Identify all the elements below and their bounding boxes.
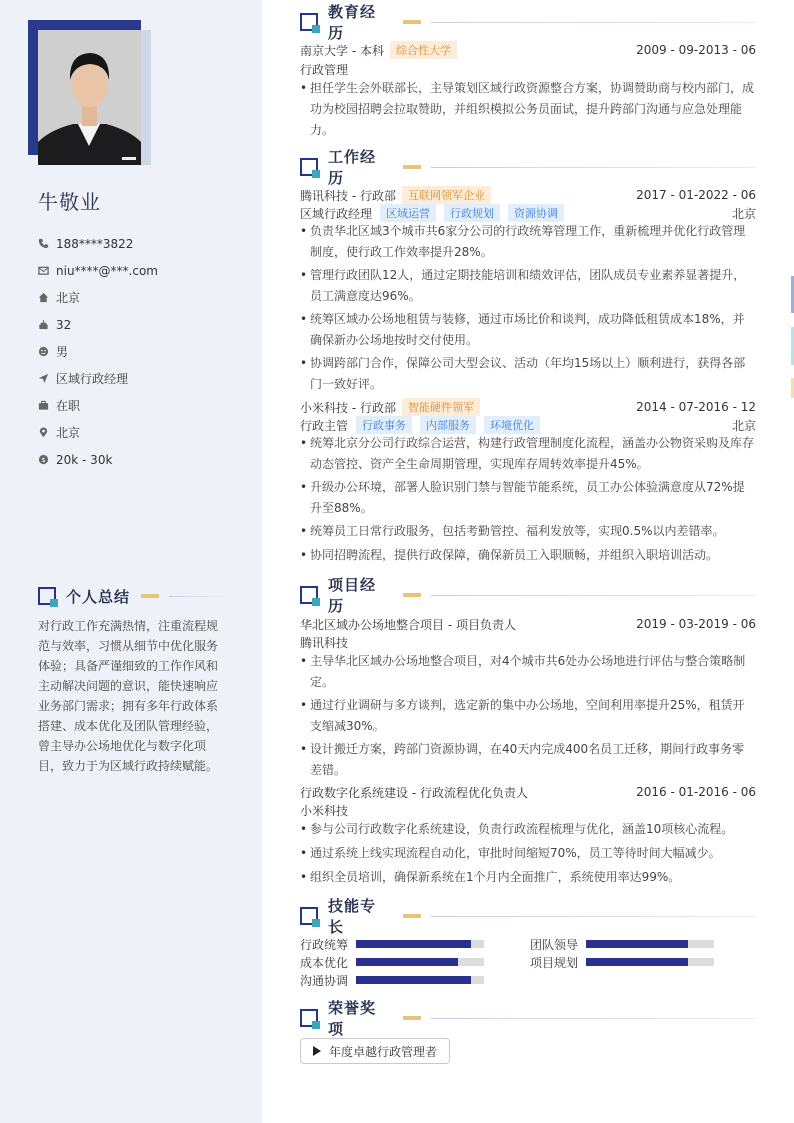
skill-row <box>530 935 714 953</box>
project-bullet: • 通过行业调研与多方谈判，选定新的集中办公场地，空间利用率提升25%，租赁开支缩减30%。 <box>300 695 756 737</box>
skill-row <box>300 935 484 953</box>
education-major-row <box>300 60 756 78</box>
job-role: 行政主管 <box>300 418 349 433</box>
profile-photo <box>38 30 141 165</box>
title-gold-accent <box>403 914 421 918</box>
title-gold-accent <box>403 1016 421 1020</box>
skill-bar <box>356 958 484 966</box>
skill-tag: 区域运营 <box>380 204 436 222</box>
summary-text: 对行政工作充满热情，注重流程规范与效率，习惯从细节中优化服务体验；具备严谨细致的工作作风和主动解决问题的意识，能快速响应业务部门需求；拥有多年行政体系搭建、成本优化及团队管理经验，曾主导办公场地优化与数字化项目，致力于为区域行政持续赋能。 <box>38 619 219 773</box>
contact-age: 32 <box>38 311 158 338</box>
project-bullet: • 通过系统上线实现流程自动化，审批时间缩短70%，员工等待时间大幅减少。 <box>300 843 756 864</box>
skill-bar <box>586 958 714 966</box>
work-title: 工作经历 <box>327 148 376 187</box>
contact-email: niu****@***.com <box>38 257 158 284</box>
work-header <box>300 148 756 187</box>
sidebar <box>0 0 262 1123</box>
skills-title: 技能专长 <box>327 897 376 936</box>
project-bullet: • 组织全员培训，确保新系统在1个月内全面推广，系统使用率达99%。 <box>300 867 756 888</box>
skill-tag: 资源协调 <box>508 204 564 222</box>
school-name: 南京大学 - 本科 <box>300 43 384 58</box>
contact-location: 北京 <box>38 419 158 446</box>
skill-row <box>300 953 484 971</box>
skill-row <box>300 971 484 989</box>
job-bullet: • 升级办公环境，部署人脸识别门禁与智能节能系统，员工办公体验满意度从72%提升至88%。 <box>300 477 756 519</box>
job-city: 北京 <box>731 206 756 221</box>
title-divider <box>431 1018 756 1019</box>
contact-phone: 188****3822 <box>38 230 158 257</box>
project-period: 2016 - 01-2016 - 06 <box>636 785 756 799</box>
skill-bar-fill <box>356 940 471 948</box>
section-square-icon <box>300 158 318 176</box>
company-tag: 互联网领军企业 <box>402 186 491 204</box>
title-gold-accent <box>141 594 159 598</box>
project-header <box>300 615 756 633</box>
skill-bar <box>356 976 484 984</box>
job-bullet: • 负责华北区域3个城市共6家分公司的行政统筹管理工作，重新梳理并优化行政管理制度，使行政工作效率提升28%。 <box>300 221 756 263</box>
location-pin-icon <box>38 427 56 438</box>
section-square-icon <box>300 907 318 925</box>
company-tag: 智能硬件领军 <box>402 398 480 416</box>
education-major: 行政管理 <box>300 62 349 77</box>
cake-icon <box>38 319 56 330</box>
skill-bar-fill <box>356 976 471 984</box>
project-name: 华北区域办公场地整合项目 - 项目负责人 <box>300 617 516 632</box>
company-name: 腾讯科技 - 行政部 <box>300 188 396 203</box>
title-divider <box>431 595 756 596</box>
title-divider <box>431 22 756 23</box>
skill-bar-fill <box>586 958 688 966</box>
project-bullet: • 主导华北区域办公场地整合项目，对4个城市共6处办公场地进行评估与整合策略制定。 <box>300 651 756 693</box>
skill-tag: 行政规划 <box>444 204 500 222</box>
projects-title: 项目经历 <box>327 576 376 615</box>
education-header <box>300 3 756 42</box>
job-bullet: • 统筹区域办公场地租赁与装修，通过市场比价和谈判，成功降低租赁成本18%，并确保新办公场地按时交付使用。 <box>300 309 756 351</box>
summary-title: 个人总结 <box>66 587 131 606</box>
job-bullet: • 统筹北京分公司行政综合运营，构建行政管理制度化流程，涵盖办公物资采购及库存动态管控、资产全生命周期管理，实现库存周转效率提升45%。 <box>300 433 756 475</box>
contact-target-role: 区域行政经理 <box>38 365 158 392</box>
job-period: 2017 - 01-2022 - 06 <box>636 188 756 202</box>
job-bullet: • 协同招聘流程，提供行政保障，确保新员工入职顺畅，并组织入职培训活动。 <box>300 545 756 566</box>
summary-header <box>38 586 224 606</box>
award-item <box>300 1038 450 1064</box>
contact-status: 在职 <box>38 392 158 419</box>
section-square-icon <box>300 13 318 31</box>
job-bullet: • 协调跨部门合作，保障公司大型会议、活动（年均15场以上）顺利进行，获得各部门一致好评。 <box>300 353 756 395</box>
skill-bar-fill <box>586 940 688 948</box>
person-icon <box>38 346 56 357</box>
education-title: 教育经历 <box>327 3 376 42</box>
contact-residence: 北京 <box>38 284 158 311</box>
job-bullet: • 管理行政团队12人，通过定期技能培训和绩效评估，团队成员专业素养显著提升，员工满意度达96%。 <box>300 265 756 307</box>
title-divider <box>169 596 224 597</box>
candidate-name: 牛敬业 <box>38 190 101 214</box>
company-name: 小米科技 - 行政部 <box>300 400 396 415</box>
salary-icon <box>38 454 56 465</box>
skill-tag: 内部服务 <box>420 416 476 434</box>
skill-name: 项目规划 <box>530 955 579 970</box>
section-square-icon <box>300 586 318 604</box>
skill-name: 行政统筹 <box>300 937 349 952</box>
project-org-row <box>300 801 756 819</box>
section-square-icon <box>38 587 56 605</box>
job-header <box>300 186 756 204</box>
mail-icon <box>38 265 56 276</box>
project-org: 腾讯科技 <box>300 635 349 650</box>
project-header <box>300 783 756 801</box>
job-role-row <box>300 416 756 434</box>
title-divider <box>431 916 756 917</box>
awards-title: 荣誉奖项 <box>327 999 376 1038</box>
skill-bar <box>356 940 484 948</box>
job-bullet: • 统筹员工日常行政服务，包括考勤管控、福利发放等，实现0.5%以内差错率。 <box>300 521 756 542</box>
skill-row <box>530 953 714 971</box>
school-tag: 综合性大学 <box>390 41 457 59</box>
awards-header <box>300 999 756 1038</box>
project-name: 行政数字化系统建设 - 行政流程优化负责人 <box>300 785 528 800</box>
title-gold-accent <box>403 20 421 24</box>
job-header <box>300 398 756 416</box>
contact-list <box>38 230 158 473</box>
projects-header <box>300 576 756 615</box>
project-org-row <box>300 633 756 651</box>
job-role-row <box>300 204 756 222</box>
briefcase-icon <box>38 400 56 411</box>
skill-bar-fill <box>356 958 458 966</box>
project-bullet: • 参与公司行政数字化系统建设，负责行政流程梳理与优化，涵盖10项核心流程。 <box>300 819 756 840</box>
education-period: 2009 - 09-2013 - 06 <box>636 43 756 57</box>
job-period: 2014 - 07-2016 - 12 <box>636 400 756 414</box>
award-label: 年度卓越行政管理者 <box>329 1044 438 1059</box>
contact-gender: 男 <box>38 338 158 365</box>
skills-header <box>300 897 756 936</box>
skill-name: 成本优化 <box>300 955 349 970</box>
svg-text:$: $ <box>41 455 46 464</box>
job-role: 区域行政经理 <box>300 206 373 221</box>
play-triangle-icon <box>313 1046 321 1056</box>
education-entry <box>300 41 756 59</box>
skill-bar <box>586 940 714 948</box>
home-icon <box>38 292 56 303</box>
project-bullet: • 设计搬迁方案，跨部门资源协调，在40天内完成400名员工迁移，期间行政事务零差错。 <box>300 739 756 781</box>
phone-icon <box>38 238 56 249</box>
project-period: 2019 - 03-2019 - 06 <box>636 617 756 631</box>
skill-tag: 环境优化 <box>484 416 540 434</box>
title-divider <box>431 167 756 168</box>
skill-name: 沟通协调 <box>300 973 349 988</box>
education-bullet: • 担任学生会外联部长，主导策划区域行政资源整合方案，协调赞助商与校内部门，成功为校园招聘会拉取赞助，并组织模拟公务员面试，提升跨部门沟通与应急处理能力。 <box>300 78 756 141</box>
send-icon <box>38 373 56 384</box>
skill-tag: 行政事务 <box>356 416 412 434</box>
section-square-icon <box>300 1009 318 1027</box>
title-gold-accent <box>403 165 421 169</box>
title-gold-accent <box>403 593 421 597</box>
project-org: 小米科技 <box>300 803 349 818</box>
job-city: 北京 <box>731 418 756 433</box>
skill-name: 团队领导 <box>530 937 579 952</box>
contact-salary: $ 20k - 30k <box>38 446 158 473</box>
